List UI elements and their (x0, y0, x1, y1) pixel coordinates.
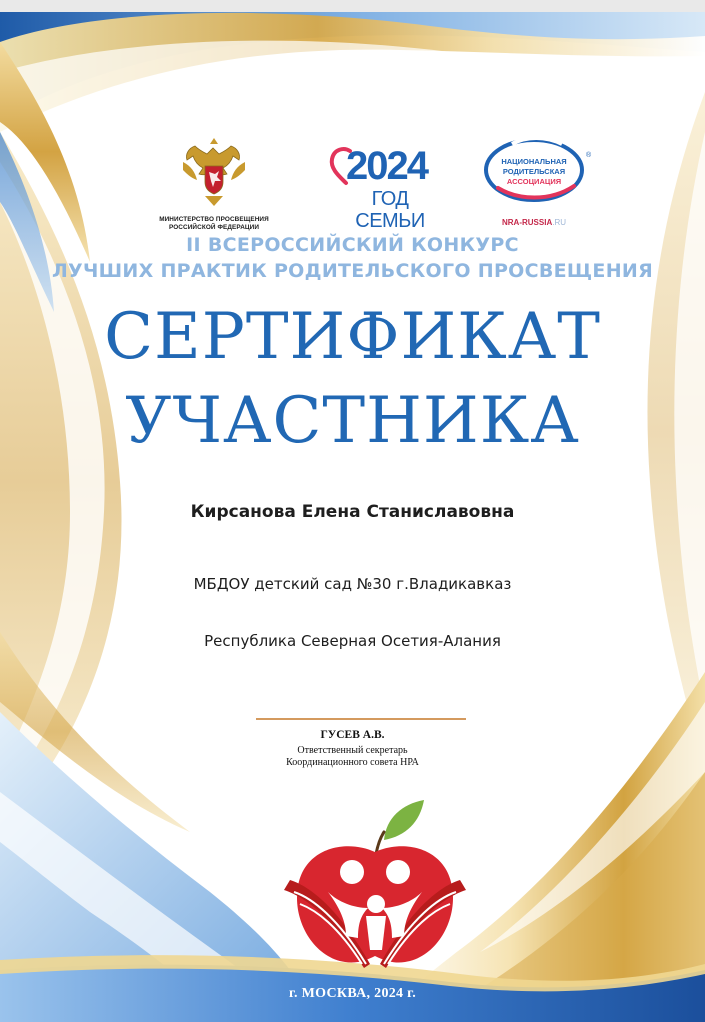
certificate-page (0, 12, 705, 1022)
contest-line1: II ВСЕРОССИЙСКИЙ КОНКУРС (186, 234, 519, 256)
nra-line2: РОДИТЕЛЬСКАЯ (502, 167, 566, 176)
apple-book-family-icon (280, 800, 470, 980)
participant-region: Республика Северная Осетия-Алания (204, 632, 501, 650)
year-of-family-logo (322, 142, 444, 232)
nra-site-suffix: .RU (552, 218, 567, 227)
participant-name: Кирсанова Елена Станиславовна (190, 502, 515, 522)
nra-site (502, 218, 566, 227)
signature-line (256, 718, 466, 720)
registered-mark: ® (586, 152, 592, 159)
nra-line3: АССОЦИАЦИЯ (506, 177, 562, 186)
year-number: 2024 (346, 144, 427, 188)
ministry-name (150, 216, 278, 232)
signatory-role-line2: Координационного совета НРА (286, 757, 419, 768)
participant-organization: МБДОУ детский сад №30 г.Владикавказ (193, 575, 512, 593)
certificate-title-line2: УЧАСТНИКА (125, 384, 580, 458)
top-bar (0, 0, 705, 12)
contest-line2: ЛУЧШИХ ПРАКТИК РОДИТЕЛЬСКОГО ПРОСВЕЩЕНИЯ (51, 260, 654, 282)
nra-site-main: NRA-RUSSIA (502, 218, 553, 227)
year-caption: ГОД СЕМЬИ (355, 188, 425, 232)
signatory-role (0, 745, 705, 769)
double-headed-eagle-icon (175, 132, 253, 210)
nra-line1: НАЦИОНАЛЬНАЯ (501, 157, 567, 166)
ministry-logo (150, 132, 278, 236)
nra-logo (478, 134, 598, 234)
certificate-title-line1: СЕРТИФИКАТ (104, 300, 601, 374)
place-and-date: г. МОСКВА, 2024 г. (288, 986, 417, 1001)
signatory-role-line1: Ответственный секретарь (297, 745, 408, 756)
ministry-name-line2: РОССИЙСКОЙ ФЕДЕРАЦИИ (168, 224, 260, 231)
signatory-name: ГУСЕВ А.В. (320, 729, 385, 741)
ministry-name-line1: МИНИСТЕРСТВО ПРОСВЕЩЕНИЯ (159, 216, 269, 223)
